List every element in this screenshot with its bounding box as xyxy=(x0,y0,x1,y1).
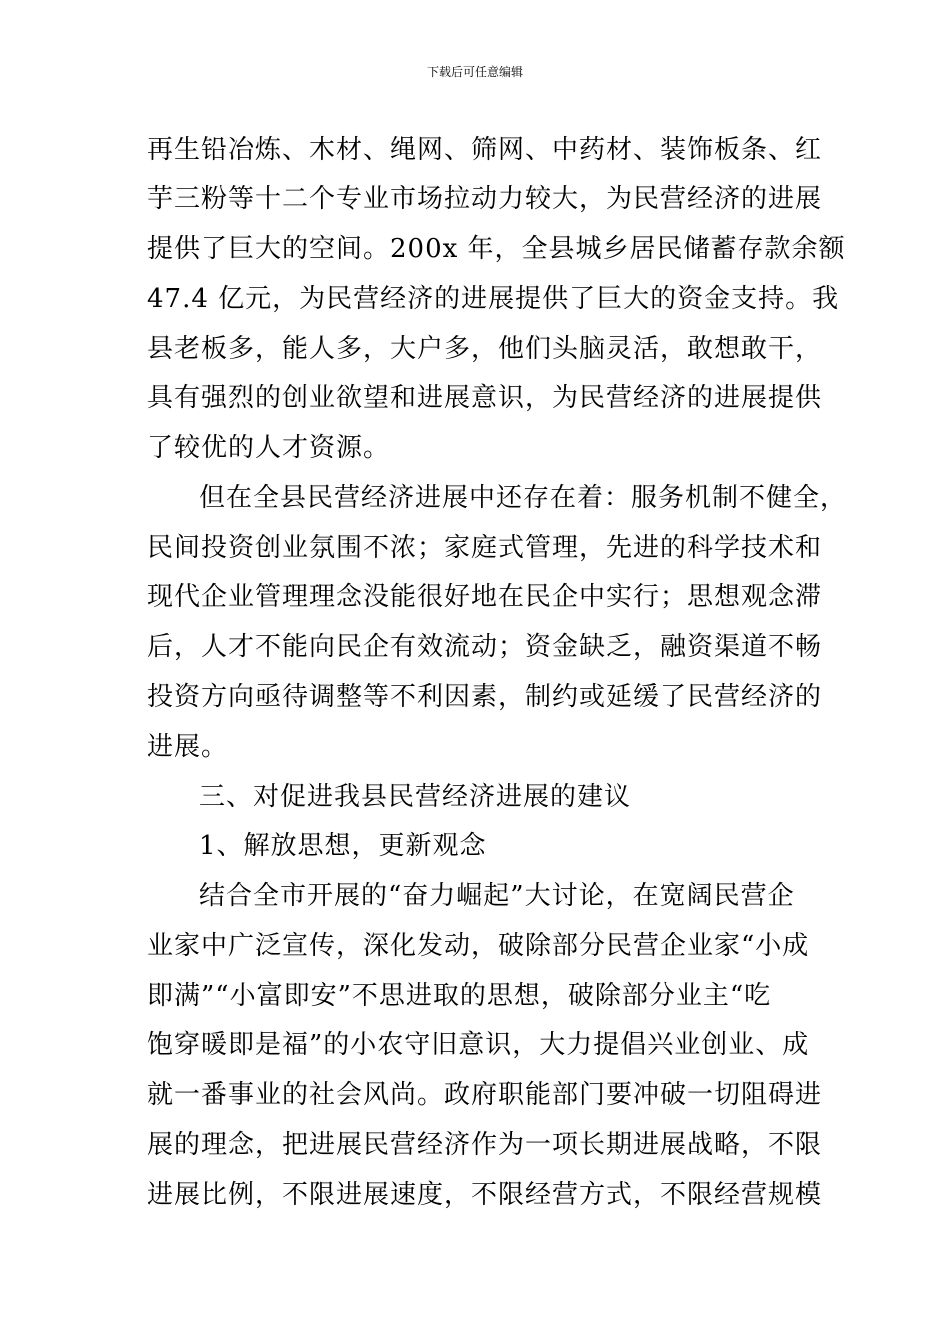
text-line: 进展比例，不限进展速度，不限经营方式，不限经营规模 xyxy=(147,1180,823,1210)
text-line: 芋三粉等十二个专业市场拉动力较大，为民营经济的进展 xyxy=(147,184,823,214)
subsection-heading: 1、解放思想，更新观念 xyxy=(199,831,487,861)
text-line: 展的理念，把进展民营经济作为一项长期进展战略，不限 xyxy=(147,1130,823,1160)
paragraph-first-line: 结合全市开展的“奋力崛起”大讨论，在宽阔民营企 xyxy=(199,881,795,911)
text-line: 后，人才不能向民企有效流动；资金缺乏，融资渠道不畅 xyxy=(147,632,823,662)
text-line: 就一番事业的社会风尚。政府职能部门要冲破一切阻碍进 xyxy=(147,1080,823,1110)
text-line: 具有强烈的创业欲望和进展意识，为民营经济的进展提供 xyxy=(147,383,823,413)
text-line: 进展。 xyxy=(147,732,229,762)
page-header: 下载后可任意编辑 xyxy=(426,65,523,79)
text-line: 业家中广泛宣传，深化发动，破除部分民营企业家“小成 xyxy=(147,931,810,961)
text-line: 现代企业管理理念没能很好地在民企中实行；思想观念滞 xyxy=(147,582,823,612)
text-line: 了较优的人才资源。 xyxy=(147,433,391,463)
paragraph-first-line: 但在全县民营经济进展中还存在着：服务机制不健全， xyxy=(199,483,848,513)
text-line: 县老板多，能人多，大户多，他们头脑灵活，敢想敢干， xyxy=(147,334,823,364)
text-line: 再生铅冶炼、木材、绳网、筛网、中药材、装饰板条、红 xyxy=(147,135,823,165)
text-line: 提供了巨大的空间。200x 年，全县城乡居民储蓄存款余额 xyxy=(147,234,846,264)
text-line: 民间投资创业氛围不浓；家庭式管理，先进的科学技术和 xyxy=(147,533,823,563)
text-line: 即满”“小富即安”不思进取的思想，破除部分业主“吃 xyxy=(147,981,772,1011)
text-line: 47.4 亿元，为民营经济的进展提供了巨大的资金支持。我 xyxy=(147,284,840,314)
text-line: 投资方向亟待调整等不利因素，制约或延缓了民营经济的 xyxy=(147,682,823,712)
text-line: 饱穿暖即是福”的小农守旧意识，大力提倡兴业创业、成 xyxy=(147,1030,810,1060)
section-heading: 三、对促进我县民营经济进展的建议 xyxy=(199,782,632,812)
